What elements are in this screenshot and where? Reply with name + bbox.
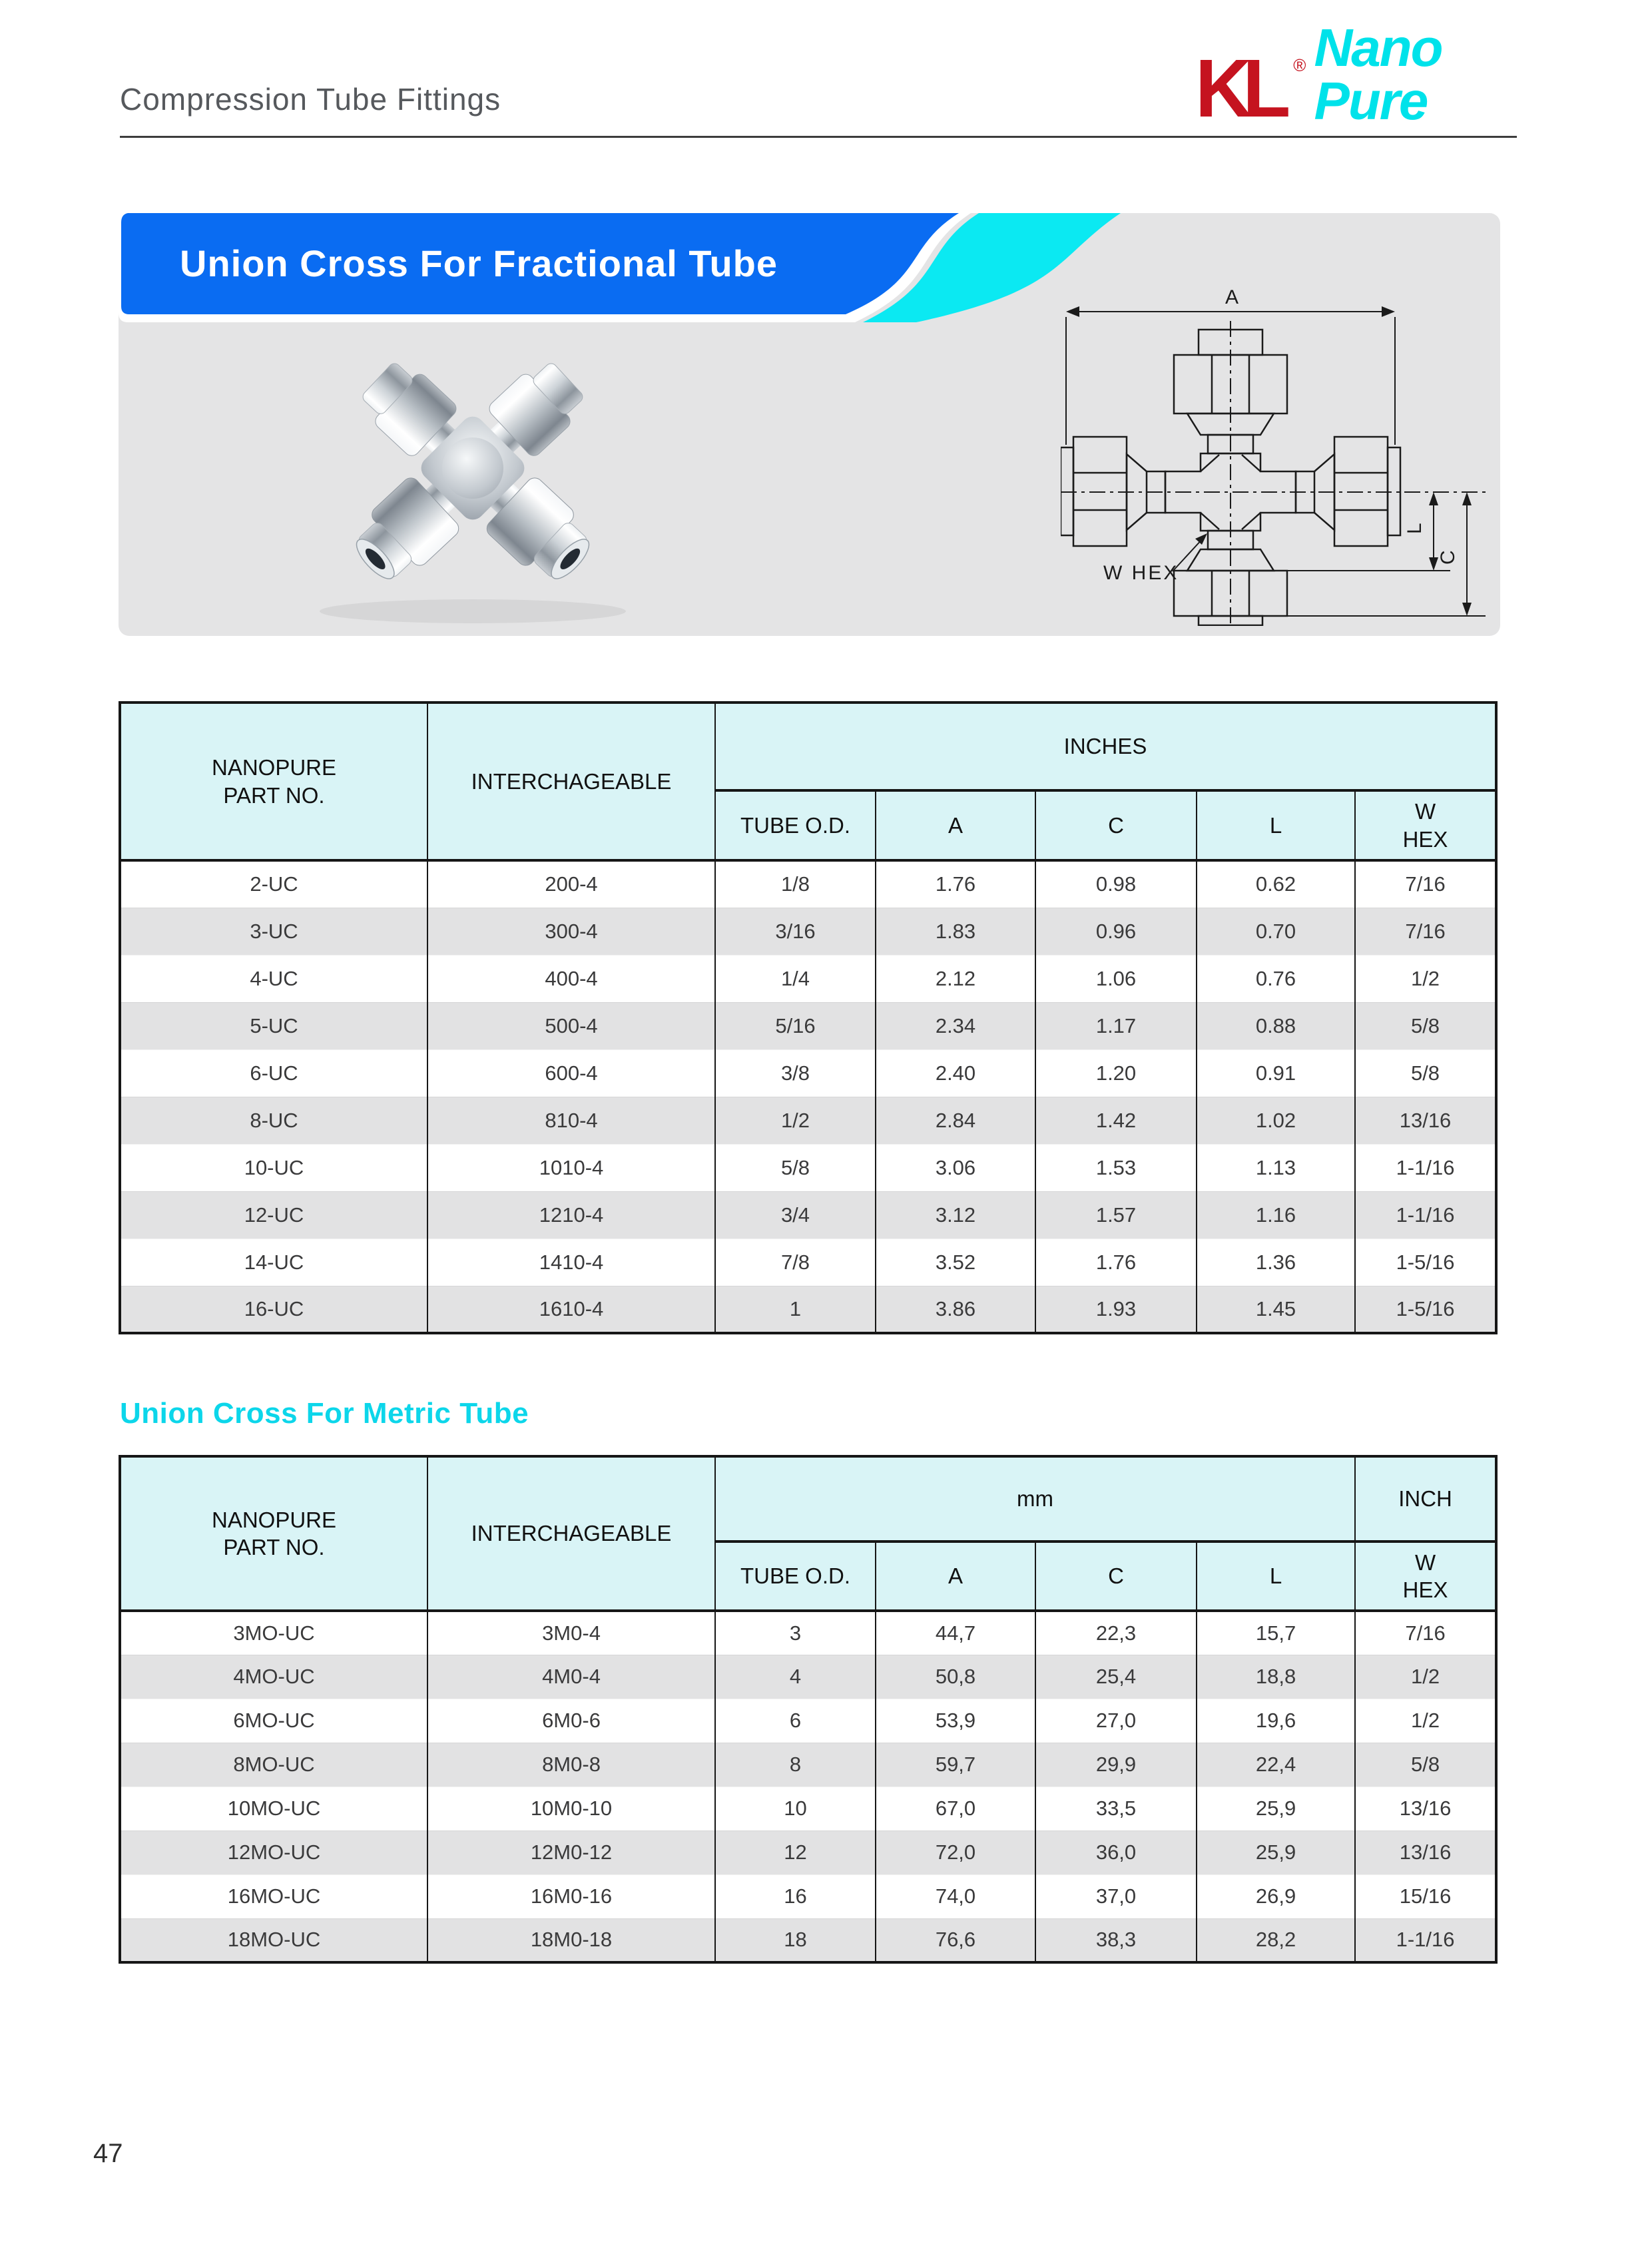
registered-trademark-icon: ® bbox=[1293, 55, 1306, 75]
table-cell: 1/2 bbox=[715, 1097, 876, 1144]
table-cell: 15/16 bbox=[1355, 1874, 1496, 1918]
table-cell: 5/8 bbox=[1355, 1743, 1496, 1787]
table-cell: 1610-4 bbox=[427, 1286, 715, 1333]
col-header-c: C bbox=[1035, 790, 1197, 860]
table-cell: 27,0 bbox=[1035, 1699, 1197, 1743]
table-cell: 1.93 bbox=[1035, 1286, 1197, 1333]
table-cell: 3 bbox=[715, 1611, 876, 1655]
table-cell: 12MO-UC bbox=[120, 1830, 427, 1874]
col-header-a: A bbox=[876, 790, 1035, 860]
metric-section-title: Union Cross For Metric Tube bbox=[120, 1397, 529, 1430]
table-cell: 1-1/16 bbox=[1355, 1918, 1496, 1962]
table-cell: 500-4 bbox=[427, 1002, 715, 1049]
table-cell: 22,3 bbox=[1035, 1611, 1197, 1655]
col-header-part-no: NANOPURE PART NO. bbox=[120, 1456, 427, 1611]
table-cell: 8-UC bbox=[120, 1097, 427, 1144]
table-cell: 5-UC bbox=[120, 1002, 427, 1049]
table-cell: 26,9 bbox=[1197, 1874, 1355, 1918]
table-cell: 0.91 bbox=[1197, 1049, 1355, 1097]
table-cell: 74,0 bbox=[876, 1874, 1035, 1918]
table-cell: 1.13 bbox=[1197, 1144, 1355, 1191]
table-cell: 10MO-UC bbox=[120, 1787, 427, 1830]
table-cell: 1-5/16 bbox=[1355, 1286, 1496, 1333]
table-row bbox=[120, 1830, 1496, 1874]
table-cell: 4-UC bbox=[120, 955, 427, 1002]
table-cell: 16MO-UC bbox=[120, 1874, 427, 1918]
table-cell: 18,8 bbox=[1197, 1655, 1355, 1699]
col-header-l: L bbox=[1197, 790, 1355, 860]
table-cell: 1.57 bbox=[1035, 1191, 1197, 1239]
table-cell: 3.12 bbox=[876, 1191, 1035, 1239]
col-group-mm: mm bbox=[715, 1456, 1355, 1541]
table-cell: 13/16 bbox=[1355, 1787, 1496, 1830]
table-cell: 28,2 bbox=[1197, 1918, 1355, 1962]
table-cell: 600-4 bbox=[427, 1049, 715, 1097]
table-cell: 53,9 bbox=[876, 1699, 1035, 1743]
table-cell: 200-4 bbox=[427, 860, 715, 908]
technical-diagram bbox=[1061, 280, 1500, 626]
col-header-interchangeable: INTERCHAGEABLE bbox=[427, 1456, 715, 1611]
table-cell: 0.62 bbox=[1197, 860, 1355, 908]
page-title: Compression Tube Fittings bbox=[120, 82, 501, 117]
table-cell: 0.98 bbox=[1035, 860, 1197, 908]
table-cell: 22,4 bbox=[1197, 1743, 1355, 1787]
table-cell: 25,4 bbox=[1035, 1655, 1197, 1699]
table-row bbox=[120, 1655, 1496, 1699]
table-cell: 3/8 bbox=[715, 1049, 876, 1097]
table-cell: 300-4 bbox=[427, 908, 715, 955]
dim-l-label: L bbox=[1404, 523, 1426, 534]
table-cell: 29,9 bbox=[1035, 1743, 1197, 1787]
table-cell: 1.42 bbox=[1035, 1097, 1197, 1144]
table-cell: 14-UC bbox=[120, 1239, 427, 1286]
table-row bbox=[120, 1743, 1496, 1787]
table-cell: 3/4 bbox=[715, 1191, 876, 1239]
table-cell: 5/8 bbox=[1355, 1049, 1496, 1097]
table-cell: 44,7 bbox=[876, 1611, 1035, 1655]
table-cell: 19,6 bbox=[1197, 1699, 1355, 1743]
table-cell: 33,5 bbox=[1035, 1787, 1197, 1830]
table-row bbox=[120, 1787, 1496, 1830]
table-cell: 16M0-16 bbox=[427, 1874, 715, 1918]
table-cell: 8 bbox=[715, 1743, 876, 1787]
table-cell: 76,6 bbox=[876, 1918, 1035, 1962]
brand-name: Nano Pure bbox=[1314, 18, 1442, 131]
table-cell: 1/8 bbox=[715, 860, 876, 908]
table-cell: 1/2 bbox=[1355, 1699, 1496, 1743]
table-cell: 2.84 bbox=[876, 1097, 1035, 1144]
brand-kl-mark: KL bbox=[1195, 42, 1282, 135]
col-header-tube-od: TUBE O.D. bbox=[715, 1541, 876, 1611]
table-cell: 3-UC bbox=[120, 908, 427, 955]
table-cell: 3.52 bbox=[876, 1239, 1035, 1286]
table-cell: 1410-4 bbox=[427, 1239, 715, 1286]
table-row bbox=[120, 1097, 1496, 1144]
table-cell: 1.16 bbox=[1197, 1191, 1355, 1239]
table-cell: 7/8 bbox=[715, 1239, 876, 1286]
table-cell: 1.36 bbox=[1197, 1239, 1355, 1286]
table-cell: 67,0 bbox=[876, 1787, 1035, 1830]
table-cell: 7/16 bbox=[1355, 860, 1496, 908]
table-cell: 18 bbox=[715, 1918, 876, 1962]
table-row bbox=[120, 955, 1496, 1002]
dim-a-label: A bbox=[1225, 286, 1239, 308]
table-cell: 1010-4 bbox=[427, 1144, 715, 1191]
table-cell: 1 bbox=[715, 1286, 876, 1333]
table-cell: 1210-4 bbox=[427, 1191, 715, 1239]
col-header-w-hex: W HEX bbox=[1355, 790, 1496, 860]
col-header-a: A bbox=[876, 1541, 1035, 1611]
table-cell: 6 bbox=[715, 1699, 876, 1743]
table-cell: 3MO-UC bbox=[120, 1611, 427, 1655]
table-cell: 1.53 bbox=[1035, 1144, 1197, 1191]
table-cell: 12M0-12 bbox=[427, 1830, 715, 1874]
table-cell: 72,0 bbox=[876, 1830, 1035, 1874]
table-row bbox=[120, 1144, 1496, 1191]
table-cell: 2-UC bbox=[120, 860, 427, 908]
hero-box bbox=[119, 213, 1500, 636]
table-cell: 1.76 bbox=[1035, 1239, 1197, 1286]
table-cell: 18M0-18 bbox=[427, 1918, 715, 1962]
col-header-l: L bbox=[1197, 1541, 1355, 1611]
banner-title: Union Cross For Fractional Tube bbox=[180, 242, 778, 284]
table-cell: 12-UC bbox=[120, 1191, 427, 1239]
table-cell: 25,9 bbox=[1197, 1787, 1355, 1830]
table-cell: 1/2 bbox=[1355, 1655, 1496, 1699]
table-cell: 10M0-10 bbox=[427, 1787, 715, 1830]
dim-c-label: C bbox=[1437, 550, 1459, 565]
table-cell: 3.86 bbox=[876, 1286, 1035, 1333]
table-cell: 1-5/16 bbox=[1355, 1239, 1496, 1286]
table-cell: 1-1/16 bbox=[1355, 1191, 1496, 1239]
table-cell: 1/4 bbox=[715, 955, 876, 1002]
table-cell: 16 bbox=[715, 1874, 876, 1918]
table-cell: 3M0-4 bbox=[427, 1611, 715, 1655]
table-cell: 50,8 bbox=[876, 1655, 1035, 1699]
table-cell: 6-UC bbox=[120, 1049, 427, 1097]
col-header-part-no: NANOPURE PART NO. bbox=[120, 702, 427, 860]
product-photo bbox=[266, 332, 679, 631]
table-cell: 5/16 bbox=[715, 1002, 876, 1049]
table-cell: 1.45 bbox=[1197, 1286, 1355, 1333]
table-cell: 2.40 bbox=[876, 1049, 1035, 1097]
table-cell: 4 bbox=[715, 1655, 876, 1699]
table-row bbox=[120, 1699, 1496, 1743]
table-cell: 1-1/16 bbox=[1355, 1144, 1496, 1191]
table-row bbox=[120, 1918, 1496, 1962]
table-cell: 7/16 bbox=[1355, 908, 1496, 955]
header-divider bbox=[120, 136, 1517, 138]
table-cell: 13/16 bbox=[1355, 1830, 1496, 1874]
table-cell: 7/16 bbox=[1355, 1611, 1496, 1655]
table-row bbox=[120, 1239, 1496, 1286]
table-row bbox=[120, 1191, 1496, 1239]
table-row bbox=[120, 860, 1496, 908]
table-cell: 13/16 bbox=[1355, 1097, 1496, 1144]
brand-logo bbox=[1195, 18, 1515, 135]
table-row bbox=[120, 1286, 1496, 1333]
table-cell: 0.70 bbox=[1197, 908, 1355, 955]
table-row bbox=[120, 908, 1496, 955]
table-cell: 4M0-4 bbox=[427, 1655, 715, 1699]
table-cell: 5/8 bbox=[715, 1144, 876, 1191]
col-header-w-hex: W HEX bbox=[1355, 1541, 1496, 1611]
fractional-tube-table bbox=[119, 701, 1498, 1334]
table-cell: 4MO-UC bbox=[120, 1655, 427, 1699]
table-cell: 0.76 bbox=[1197, 955, 1355, 1002]
table-cell: 8M0-8 bbox=[427, 1743, 715, 1787]
table-cell: 10-UC bbox=[120, 1144, 427, 1191]
table-cell: 18MO-UC bbox=[120, 1918, 427, 1962]
table-cell: 10 bbox=[715, 1787, 876, 1830]
table-cell: 38,3 bbox=[1035, 1918, 1197, 1962]
table-cell: 3/16 bbox=[715, 908, 876, 955]
table-cell: 3.06 bbox=[876, 1144, 1035, 1191]
table-cell: 12 bbox=[715, 1830, 876, 1874]
table-cell: 37,0 bbox=[1035, 1874, 1197, 1918]
table-cell: 1.76 bbox=[876, 860, 1035, 908]
table-cell: 2.12 bbox=[876, 955, 1035, 1002]
table-cell: 1.17 bbox=[1035, 1002, 1197, 1049]
table-cell: 0.96 bbox=[1035, 908, 1197, 955]
table-cell: 1.20 bbox=[1035, 1049, 1197, 1097]
table-row bbox=[120, 1611, 1496, 1655]
table-row bbox=[120, 1002, 1496, 1049]
table-cell: 400-4 bbox=[427, 955, 715, 1002]
col-group-inches: INCHES bbox=[715, 702, 1496, 790]
table-cell: 16-UC bbox=[120, 1286, 427, 1333]
col-header-c: C bbox=[1035, 1541, 1197, 1611]
table-cell: 1.06 bbox=[1035, 955, 1197, 1002]
table-cell: 15,7 bbox=[1197, 1611, 1355, 1655]
col-group-inch: INCH bbox=[1355, 1456, 1496, 1541]
table-cell: 0.88 bbox=[1197, 1002, 1355, 1049]
table-row bbox=[120, 1874, 1496, 1918]
table-row bbox=[120, 1049, 1496, 1097]
metric-tube-table bbox=[119, 1455, 1498, 1964]
table-cell: 1.83 bbox=[876, 908, 1035, 955]
table-cell: 2.34 bbox=[876, 1002, 1035, 1049]
table-cell: 59,7 bbox=[876, 1743, 1035, 1787]
table-cell: 1.02 bbox=[1197, 1097, 1355, 1144]
table-cell: 1/2 bbox=[1355, 955, 1496, 1002]
w-hex-label: W HEX bbox=[1103, 562, 1179, 584]
table-cell: 5/8 bbox=[1355, 1002, 1496, 1049]
table-cell: 6M0-6 bbox=[427, 1699, 715, 1743]
col-header-tube-od: TUBE O.D. bbox=[715, 790, 876, 860]
page-number: 47 bbox=[93, 2139, 123, 2168]
col-header-interchangeable: INTERCHAGEABLE bbox=[427, 702, 715, 860]
table-cell: 8MO-UC bbox=[120, 1743, 427, 1787]
table-cell: 25,9 bbox=[1197, 1830, 1355, 1874]
table-cell: 36,0 bbox=[1035, 1830, 1197, 1874]
table-cell: 810-4 bbox=[427, 1097, 715, 1144]
table-cell: 6MO-UC bbox=[120, 1699, 427, 1743]
